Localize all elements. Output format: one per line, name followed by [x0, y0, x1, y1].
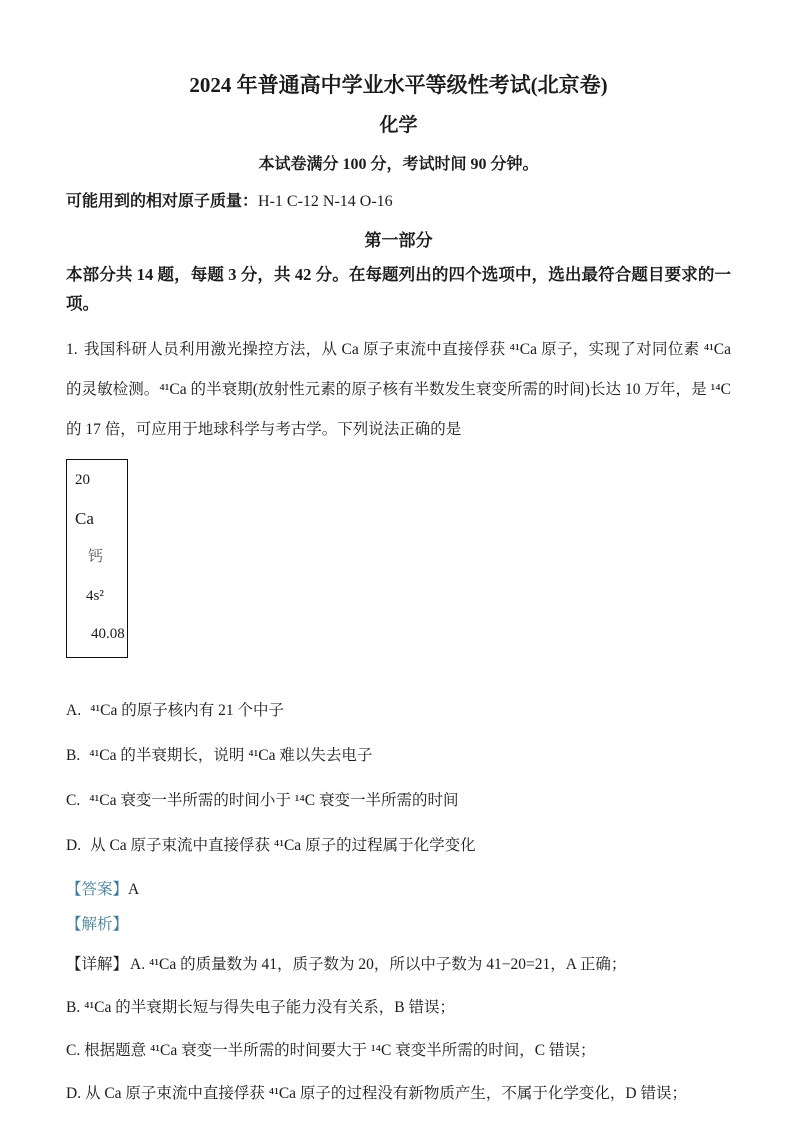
element-name: 钙 — [88, 549, 104, 565]
detail-a-text: A. ⁴¹Ca 的质量数为 41，质子数为 20，所以中子数为 41−20=21，A 正确； — [130, 956, 627, 973]
element-symbol: Ca — [75, 508, 94, 528]
analysis-label: 【解析】 — [66, 916, 129, 933]
option-a-text: ⁴¹Ca 的原子核内有 21 个中子 — [90, 702, 284, 719]
document-title: 2024 年普通高中学业水平等级性考试(北京卷) — [189, 73, 608, 97]
element-electron-config: 4s² — [86, 587, 104, 604]
option-b-label: B. — [66, 747, 81, 764]
question-1 — [66, 330, 731, 450]
detail-label: 【详解】 — [66, 956, 129, 973]
exam-info: 本试卷满分 100 分，考试时间 90 分钟。 — [258, 156, 539, 173]
detail-section — [66, 952, 731, 1107]
atomic-mass-values: H-1 C-12 N-14 O-16 — [258, 193, 393, 210]
detail-b — [66, 995, 731, 1021]
atomic-mass-line — [66, 190, 731, 214]
option-c-text: ⁴¹Ca 衰变一半所需的时间小于 ¹⁴C 衰变一半所需的时间 — [89, 792, 459, 809]
option-b-text: ⁴¹Ca 的半衰期长，说明 ⁴¹Ca 难以失去电子 — [89, 747, 373, 764]
answer-line — [66, 878, 731, 902]
subject-title: 化学 — [379, 115, 418, 136]
options-list — [66, 698, 731, 859]
element-atomic-number: 20 — [75, 472, 90, 488]
section-instructions: 本部分共 14 题，每题 3 分，共 42 分。在每题列出的四个选项中，选出最符合题目要求的一项。 — [66, 265, 731, 313]
atomic-mass-label: 可能用到的相对原子质量： — [66, 193, 259, 210]
option-d — [66, 833, 731, 859]
detail-b-text: B. ⁴¹Ca 的半衰期长短与得失电子能力没有关系，B 错误； — [66, 999, 455, 1016]
answer-section — [66, 878, 731, 937]
option-b — [66, 743, 731, 769]
question-text: 我国科研人员利用激光操控方法，从 Ca 原子束流中直接俘获 ⁴¹Ca 原子，实现了对同位素 ⁴¹Ca 的灵敏检测。⁴¹Ca 的半衰期(放射性元素的原子核有半数发生衰变所需的时间)长达 10 万年，是 ¹⁴C 的 17 倍，可应用于地球科学与考古学。下列说法正确的是 — [66, 341, 731, 438]
detail-c-text: C. 根据题意 ⁴¹Ca 衰变一半所需的时间要大于 ¹⁴C 衰变半所需的时间，C 错误； — [66, 1042, 596, 1059]
answer-value: A — [128, 881, 140, 898]
option-a-label: A. — [66, 702, 82, 719]
option-c — [66, 788, 731, 814]
detail-a — [66, 952, 731, 978]
answer-label: 【答案】 — [66, 881, 129, 898]
detail-d-text: D. 从 Ca 原子束流中直接俘获 ⁴¹Ca 原子的过程没有新物质产生，不属于化学变化，D 错误； — [66, 1085, 688, 1102]
option-d-text: 从 Ca 原子束流中直接俘获 ⁴¹Ca 原子的过程属于化学变化 — [90, 837, 476, 854]
analysis-line — [66, 913, 731, 937]
option-d-label: D. — [66, 837, 82, 854]
detail-d — [66, 1081, 731, 1107]
element-atomic-mass: 40.08 — [91, 626, 125, 642]
option-c-label: C. — [66, 792, 81, 809]
detail-c — [66, 1038, 731, 1064]
element-box-calcium — [66, 459, 128, 658]
question-number: 1. — [66, 341, 78, 358]
section-heading: 第一部分 — [364, 231, 433, 250]
option-a — [66, 698, 731, 724]
